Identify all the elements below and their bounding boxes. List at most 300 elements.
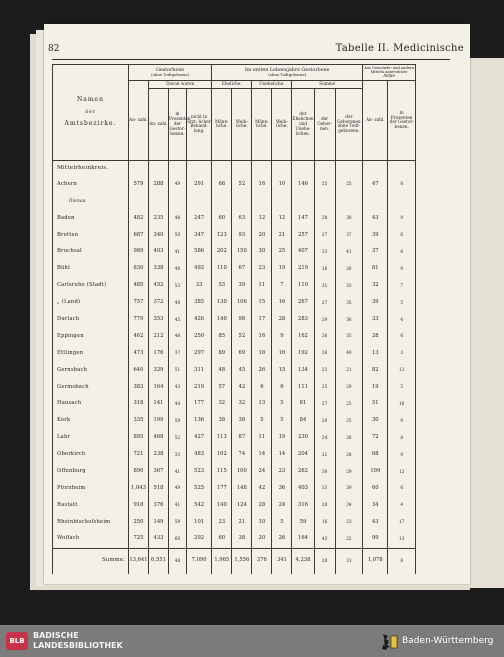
table-cell: 247	[186, 210, 211, 227]
table-cell: 579	[128, 176, 148, 193]
table-cell: 40	[169, 261, 187, 278]
table-cell: 28	[314, 548, 335, 574]
table-cell: 38	[232, 531, 252, 548]
table-cell: 288	[148, 176, 168, 193]
table-cell: 22	[335, 531, 363, 548]
district-name: Lahr	[53, 430, 129, 447]
table-cell: 426	[186, 312, 211, 329]
table-cell: 25	[272, 244, 292, 261]
table-cell: 43	[314, 531, 335, 548]
table-cell: 23	[212, 514, 232, 531]
table-cell: 81	[363, 261, 388, 278]
table-row	[53, 379, 416, 396]
table-cell: 542	[186, 497, 211, 514]
table-row	[53, 312, 416, 329]
table-cell: 38	[212, 413, 232, 430]
table-cell: 43	[363, 210, 388, 227]
table-cell: 757	[128, 295, 148, 312]
table-cell: 124	[232, 497, 252, 514]
table-cell: 102	[212, 447, 232, 464]
table-cell: 53	[212, 278, 232, 295]
table-cell: 482	[128, 210, 148, 227]
table-cell: 8	[388, 176, 416, 193]
table-cell	[186, 193, 211, 210]
table-cell: 48	[212, 362, 232, 379]
table-cell: 149	[148, 514, 168, 531]
table-cell: 347	[186, 227, 211, 244]
table-cell: 52	[232, 176, 252, 193]
table-cell: 140	[212, 497, 232, 514]
table-row	[53, 413, 416, 430]
table-cell: 10	[252, 514, 272, 531]
table-cell: 37	[169, 345, 187, 362]
table-cell: 26	[314, 345, 335, 362]
table-cell: 376	[148, 497, 168, 514]
table-cell: 8	[388, 548, 416, 574]
table-cell: 433	[148, 531, 168, 548]
table-cell: 43	[363, 514, 388, 531]
table-cell: 202	[212, 244, 232, 261]
table-cell: 17	[388, 514, 416, 531]
district-name: Rastatt	[53, 497, 129, 514]
table-cell: 452	[148, 278, 168, 295]
table-cell: 725	[128, 531, 148, 548]
table-row	[53, 362, 416, 379]
table-cell: 60	[169, 531, 187, 548]
header-rule	[52, 59, 450, 60]
table-cell	[363, 193, 388, 210]
table-cell: 367	[148, 464, 168, 481]
table-cell: 36	[232, 413, 252, 430]
table-cell: 5	[388, 379, 416, 396]
table-cell: 29	[335, 379, 363, 396]
table-cell: 11	[252, 430, 272, 447]
table-cell: 16	[314, 514, 335, 531]
table-cell: 19	[272, 430, 292, 447]
table-cell: 28	[314, 210, 335, 227]
table-row	[53, 295, 416, 312]
table-cell: 9	[388, 447, 416, 464]
table-cell: 16	[272, 345, 292, 362]
table-cell: 427	[186, 430, 211, 447]
header-arme-anzahl: An- zahl.	[363, 81, 388, 161]
table-cell: 146	[292, 176, 314, 193]
table-cell: 85	[212, 328, 232, 345]
table-cell: 199	[148, 413, 168, 430]
table-cell: 130	[212, 295, 232, 312]
table-cell: 262	[292, 464, 314, 481]
table-cell: 164	[292, 531, 314, 548]
table-cell: 29	[335, 464, 363, 481]
header-im-ersten: Im ersten Lebensjahre Gestorbene	[244, 67, 330, 73]
table-row	[53, 244, 416, 261]
table-cell: 13	[388, 362, 416, 379]
table-cell: 25	[335, 396, 363, 413]
district-name: Carlsruhe (Stadt)	[53, 278, 129, 295]
table-cell: 9	[388, 210, 416, 227]
table-cell: 25	[314, 176, 335, 193]
library-name[interactable]	[33, 631, 123, 651]
header-treated-prozent: in Prozenten der Gestor- benen.	[169, 88, 187, 160]
table-cell: 267	[292, 295, 314, 312]
table-cell: 36	[272, 480, 292, 497]
district-name: Baden	[53, 210, 129, 227]
header-aus-gemeinden: Aus Gemeinde- und andern Mitteln unterstützte	[364, 66, 414, 75]
table-cell: 109	[363, 464, 388, 481]
table-cell: 890	[128, 464, 148, 481]
sum-row	[53, 548, 416, 574]
header-treated-anzahl: An- zahl.	[148, 88, 168, 160]
table-row	[53, 176, 416, 193]
table-cell: 26	[272, 531, 292, 548]
table-cell: 18	[252, 345, 272, 362]
district-name: „ (Land)	[53, 295, 129, 312]
table-cell: 26	[314, 328, 335, 345]
table-cell: 27	[314, 295, 335, 312]
table-cell: 147	[292, 210, 314, 227]
table-cell: 25	[314, 379, 335, 396]
table-cell: 39	[335, 480, 363, 497]
table-row	[53, 193, 416, 210]
table-cell: 1,043	[128, 480, 148, 497]
table-cell: 779	[128, 312, 148, 329]
table-cell: 385	[186, 295, 211, 312]
header-davon-waren: Davon waren	[148, 81, 211, 89]
table-cell: 89	[212, 345, 232, 362]
table-cell: 20	[314, 413, 335, 430]
table-cell: 60	[363, 480, 388, 497]
table-cell: 25	[335, 176, 363, 193]
header-ehelich-weiblich: Weib- liche.	[232, 88, 252, 160]
table-cell: 5	[272, 514, 292, 531]
district-name: Bretten	[53, 227, 129, 244]
table-cell: 48	[169, 210, 187, 227]
table-cell: 29	[314, 312, 335, 329]
table-cell: 23	[314, 362, 335, 379]
table-cell: 39	[363, 227, 388, 244]
statistics-table	[52, 64, 416, 574]
table-cell: 219	[186, 379, 211, 396]
table-cell: 11	[252, 278, 272, 295]
district-name: Kork	[53, 413, 129, 430]
district-name: Gernsbach	[53, 362, 129, 379]
page-number: 82	[48, 44, 60, 54]
table-cell: 4	[388, 312, 416, 329]
table-cell: 6,551	[148, 548, 168, 574]
table-cell: 40	[335, 345, 363, 362]
table-cell: 6	[252, 379, 272, 396]
header-ohne-todtgeborne-2: (ohne Todtgeborne)	[268, 72, 307, 78]
header-der: der	[85, 109, 96, 115]
table-cell: 30	[314, 464, 335, 481]
table-cell: 586	[186, 244, 211, 261]
table-cell: 483	[186, 447, 211, 464]
table-cell: 26	[314, 261, 335, 278]
table-cell: 23	[272, 464, 292, 481]
table-cell: 16	[252, 176, 272, 193]
table-row	[53, 447, 416, 464]
table-cell: 6	[388, 227, 416, 244]
table-cell: 13	[363, 345, 388, 362]
table-cell: 110	[292, 278, 314, 295]
district-name: Bruchsal	[53, 244, 129, 261]
table-cell	[335, 193, 363, 210]
table-cell: 10	[272, 176, 292, 193]
table-cell: 99	[363, 531, 388, 548]
table-cell: 17	[252, 312, 272, 329]
table-cell: 134	[292, 362, 314, 379]
table-cell: 49	[169, 295, 187, 312]
table-cell: 41	[169, 464, 187, 481]
table-cell: 36	[335, 312, 363, 329]
table-cell: 24	[272, 497, 292, 514]
table-cell	[169, 193, 187, 210]
table-cell: 57	[212, 379, 232, 396]
table-cell: 4,238	[292, 548, 314, 574]
table-cell: 32	[232, 396, 252, 413]
table-cell: 177	[186, 396, 211, 413]
table-cell: 21	[314, 278, 335, 295]
table-cell: 518	[148, 480, 168, 497]
table-row	[53, 328, 416, 345]
table-cell	[314, 193, 335, 210]
table-cell: 525	[186, 480, 211, 497]
table-cell: 6	[272, 379, 292, 396]
table-cell: 140	[212, 312, 232, 329]
table-cell: 5	[252, 413, 272, 430]
table-row	[53, 497, 416, 514]
table-cell: 5	[272, 396, 292, 413]
table-cell	[292, 193, 314, 210]
table-cell: 59	[169, 413, 187, 430]
table-cell	[148, 193, 168, 210]
table-row	[53, 430, 416, 447]
header-not-treated: nicht in ärzt- licher Behand- lung.	[186, 88, 211, 160]
table-cell: 19	[272, 261, 292, 278]
table-cell: 41	[335, 244, 363, 261]
table-cell: 33	[314, 480, 335, 497]
table-cell: 21	[272, 227, 292, 244]
table-cell: 21	[314, 447, 335, 464]
table-cell: 26	[252, 362, 272, 379]
table-cell: 403	[148, 244, 168, 261]
table-cell: 26	[335, 430, 363, 447]
col-header-infant-deaths	[212, 65, 363, 81]
table-cell: 68	[212, 176, 232, 193]
table-cell: 7	[272, 278, 292, 295]
table-cell: 407	[292, 244, 314, 261]
table-cell: 21	[232, 514, 252, 531]
table-cell: 81	[292, 396, 314, 413]
table-cell: 51	[363, 396, 388, 413]
table-cell: 235	[148, 210, 168, 227]
table-cell: 106	[232, 295, 252, 312]
table-cell: 101	[186, 514, 211, 531]
district-name: Rheinbischofsheim	[53, 514, 129, 531]
blb-logo[interactable]: BLB	[6, 632, 28, 650]
table-cell: 257	[292, 227, 314, 244]
table-cell: 72	[363, 430, 388, 447]
table-cell: 7,090	[186, 548, 211, 574]
table-cell: 31	[335, 548, 363, 574]
table-cell: 6	[388, 328, 416, 345]
table-cell: 238	[148, 447, 168, 464]
table-cell: 6	[388, 244, 416, 261]
header-anzahl: An- zahl.	[128, 81, 148, 161]
table-cell: 329	[148, 362, 168, 379]
table-cell: 13,641	[128, 548, 148, 574]
table-cell: 177	[212, 480, 232, 497]
table-cell: 830	[128, 261, 148, 278]
header-uneheliche: Uneheliche.	[252, 81, 292, 89]
table-cell: 59	[292, 514, 314, 531]
table-cell: 111	[292, 379, 314, 396]
header-gestorbene: Gestorbene	[156, 67, 185, 73]
header-arme: Arme	[383, 73, 395, 79]
header-amtsbezirke: Amtsbezirke.	[64, 120, 117, 128]
header-ohne-todtgeborne: (ohne Todtgeborne)	[151, 72, 190, 78]
table-row	[53, 464, 416, 481]
table-cell: 93	[232, 227, 252, 244]
table-cell: 12	[272, 210, 292, 227]
state-name[interactable]: Baden-Württemberg	[402, 636, 494, 646]
table-cell: 30	[363, 413, 388, 430]
col-header-names	[53, 65, 129, 161]
table-cell: 372	[148, 295, 168, 312]
table-cell: 9	[388, 413, 416, 430]
table-cell: 338	[148, 261, 168, 278]
table-row	[53, 261, 416, 278]
table-cell	[232, 193, 252, 210]
table-cell: 192	[292, 345, 314, 362]
district-name: Eppingen	[53, 328, 129, 345]
table-cell: 28	[252, 497, 272, 514]
table-cell: 12	[252, 210, 272, 227]
table-row	[53, 396, 416, 413]
table-cell: 176	[148, 345, 168, 362]
table-cell: 473	[128, 345, 148, 362]
table-cell: 16	[252, 328, 272, 345]
table-row	[53, 480, 416, 497]
district-name: Hausach	[53, 396, 129, 413]
table-cell: 6	[388, 480, 416, 497]
table-cell: 316	[292, 497, 314, 514]
table-cell: 28	[272, 312, 292, 329]
table-cell: 25	[335, 413, 363, 430]
table-cell: 9	[272, 328, 292, 345]
table-cell: 123	[212, 227, 232, 244]
table-row	[53, 210, 416, 227]
table-cell: 1,078	[363, 548, 388, 574]
table-cell: 13	[388, 531, 416, 548]
header-unehelich-maennlich: Männ- liche.	[252, 88, 272, 160]
table-cell: 69	[232, 345, 252, 362]
table-cell: 485	[128, 278, 148, 295]
table-cell: 110	[212, 261, 232, 278]
table-cell: 34	[335, 497, 363, 514]
table-cell: 35	[335, 328, 363, 345]
table-cell: 60	[212, 210, 232, 227]
table-cell: 212	[148, 328, 168, 345]
table-cell: 23	[252, 261, 272, 278]
district-name: Offenburg	[53, 464, 129, 481]
table-cell: 32	[212, 396, 232, 413]
header-summe-total: der Ehelichen und Unehe- lichen.	[292, 88, 314, 160]
header-eheliche: Eheliche.	[212, 81, 252, 89]
table-cell: 33	[335, 278, 363, 295]
table-cell: 37	[335, 227, 363, 244]
table-cell: 292	[186, 531, 211, 548]
table-cell: 30	[335, 210, 363, 227]
table-cell: 7	[388, 278, 416, 295]
table-cell: 63	[232, 210, 252, 227]
table-cell: 15	[252, 295, 272, 312]
table-cell: 115	[212, 464, 232, 481]
table-cell: 33	[169, 447, 187, 464]
table-cell: 150	[232, 244, 252, 261]
table-cell: 895	[128, 430, 148, 447]
table-cell: 41	[169, 244, 187, 261]
table-cell: 28	[335, 447, 363, 464]
table-cell: 383	[128, 379, 148, 396]
table-cell: 376	[252, 548, 272, 574]
table-row	[53, 531, 416, 548]
col-header-poor	[363, 65, 416, 81]
table-cell: 42	[252, 480, 272, 497]
table-cell: 27	[314, 396, 335, 413]
table-cell: 113	[212, 430, 232, 447]
table-cell: 27	[314, 227, 335, 244]
table-cell: 47	[363, 176, 388, 193]
table-cell: 84	[292, 413, 314, 430]
table-cell: 468	[148, 430, 168, 447]
table-cell: 45	[169, 312, 187, 329]
district-name: Durlach	[53, 312, 129, 329]
region-name: Mittelrheinkreis.	[53, 160, 129, 176]
table-cell: 14	[252, 447, 272, 464]
table-row	[53, 227, 416, 244]
library-name-line2: LANDESBIBLIOTHEK	[33, 641, 123, 650]
table-cell	[128, 193, 148, 210]
table-cell: 230	[292, 430, 314, 447]
table-cell: 291	[186, 176, 211, 193]
table-cell: 640	[128, 362, 148, 379]
table-cell: 12	[388, 464, 416, 481]
district-name: Wolfach	[53, 531, 129, 548]
table-cell: 297	[186, 345, 211, 362]
table-cell: 13	[252, 396, 272, 413]
table-cell: 51	[169, 362, 187, 379]
table-cell: 687	[128, 227, 148, 244]
header-summe-geborenen: der Geborenen ohne Todt- geborene.	[335, 88, 363, 160]
district-name: Ettlingen	[53, 345, 129, 362]
table-cell: 164	[148, 379, 168, 396]
district-name: Oberkirch	[53, 447, 129, 464]
table-cell: 3	[388, 345, 416, 362]
table-cell: 148	[232, 480, 252, 497]
district-name: Germsbach	[53, 379, 129, 396]
region-row	[53, 160, 416, 176]
table-cell: 204	[292, 447, 314, 464]
running-head: Tabelle II. Medicinische	[335, 43, 464, 54]
table-cell: 353	[148, 312, 168, 329]
table-cell: 24	[252, 464, 272, 481]
table-cell: 35	[335, 295, 363, 312]
table-row	[53, 278, 416, 295]
table-cell: 20	[252, 531, 272, 548]
table-cell: 219	[292, 261, 314, 278]
district-name: Bühl	[53, 261, 129, 278]
